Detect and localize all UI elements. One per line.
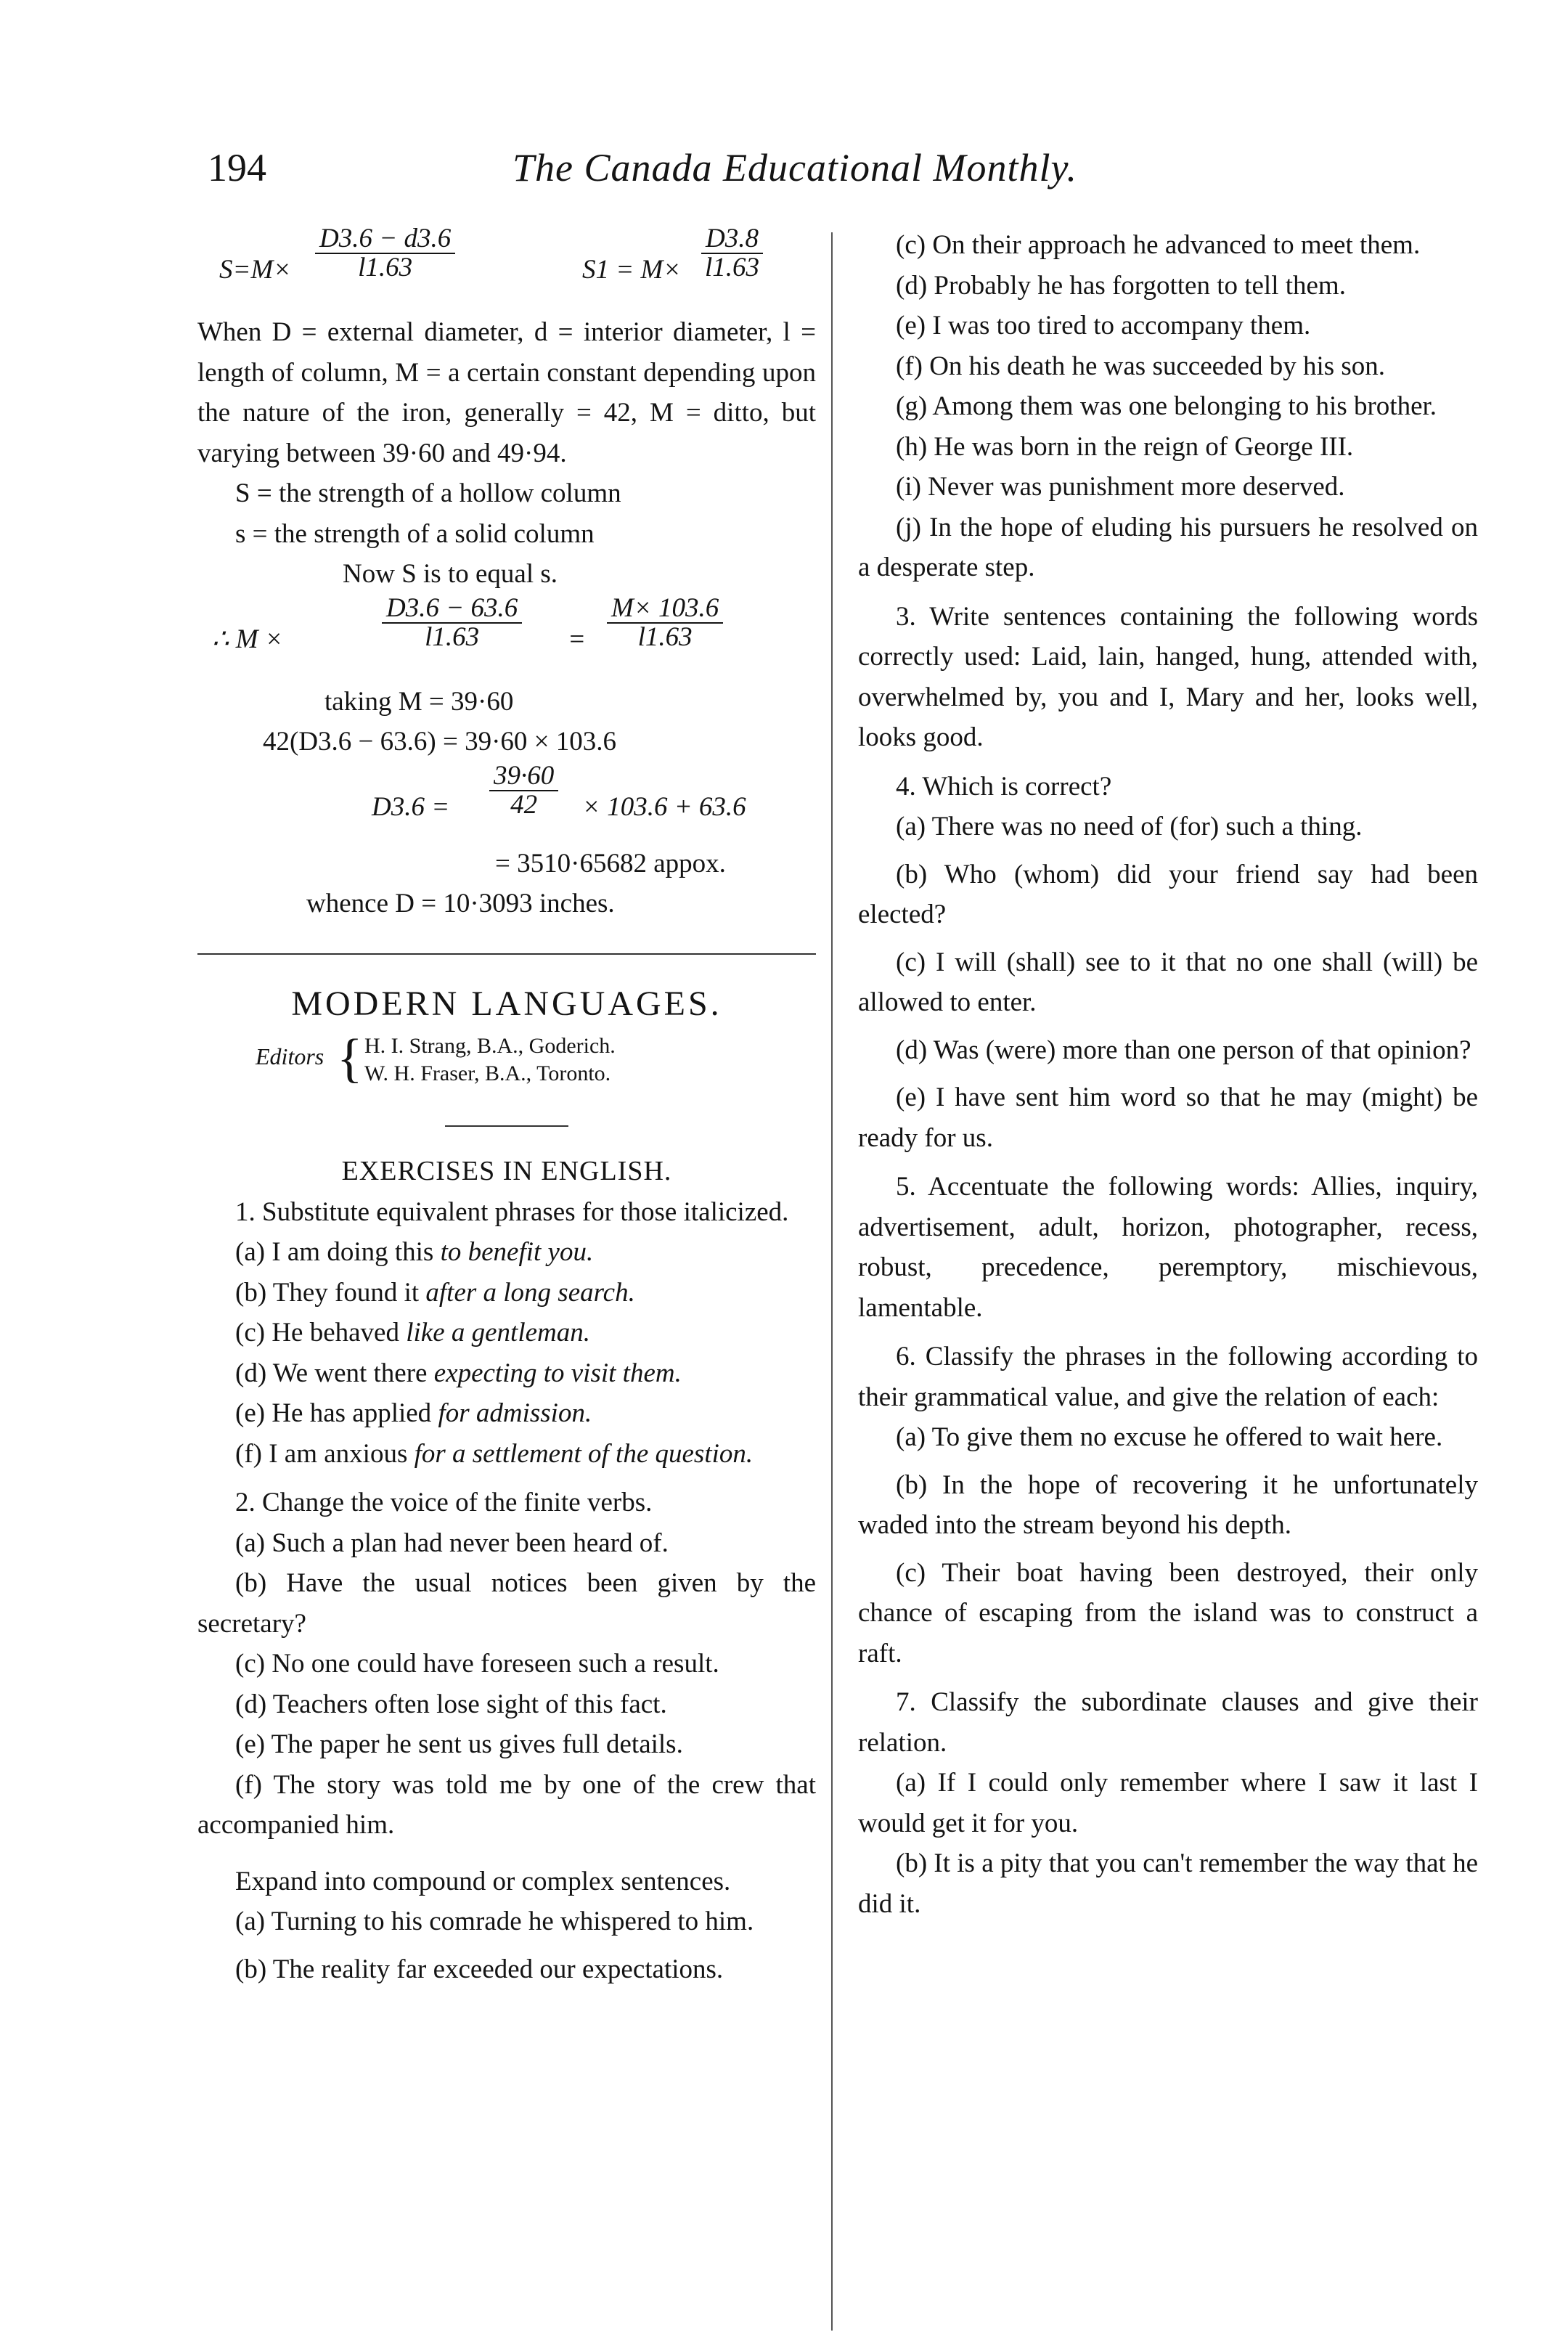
list-item: (b) Have the usual notices been given by the secretary? [197,1568,816,1639]
paragraph-definitions: When D = external diameter, d = interior diameter, l = length of column, M = a certain constant depending upon the nature of the iron, generally = 42, M = ditto, but varying between 39·60 and 49·94. [197,317,816,468]
formula-s1-numerator: D3.8 [701,225,763,254]
list-item: (e) I was too tired to accompany them. [896,311,1311,341]
formula-s-denominator: l1.63 [358,253,413,282]
question-1: 1. Substitute equivalent phrases for those italicized. [235,1196,789,1227]
list-item [197,1313,816,1353]
list-item [197,1273,816,1313]
page-number: 194 [208,146,266,189]
item-italic-text: to benefit you. [440,1237,594,1267]
item-text: (b) They found it [235,1277,426,1308]
question-5: 5. Accentuate the following words: Allies, inquiry, advertisement, adult, horizon, photographer, recess, robust, precedence, peremptory, mischievous, lamentable. [858,1172,1478,1323]
list-item: (d) Probably he has forgotten to tell them. [896,270,1346,301]
calc-taking: taking M = 39·60 [324,686,514,717]
expand-items [197,1901,816,1989]
eq-d-lhs: D3.6 = [372,791,450,822]
formula-s1-denominator: l1.63 [704,253,759,282]
section-title: MODERN LANGUAGES. [291,984,722,1023]
eq-denominator-2: l1.63 [637,621,693,652]
item-text: (c) He behaved [235,1318,407,1348]
item-italic-text: expecting to visit them. [433,1358,682,1388]
list-item: (f) The story was told me by one of the crew that accompanied him. [197,1769,816,1840]
line-solid-strength: s = the strength of a solid column [235,518,595,549]
journal-title: The Canada Educational Monthly. [513,146,1077,189]
list-item: (b) The reality far exceeded our expectations. [235,1954,724,1984]
formula-s1-lhs: S1 = M× [582,255,682,285]
item-italic-text: like a gentleman. [406,1318,591,1348]
question-1-items [197,1232,816,1474]
formula-s-numerator: D3.6 − d3.6 [315,225,455,254]
eq-numerator-1: D3.6 − 63.6 [382,595,522,624]
eq-d-denominator: 42 [510,789,538,820]
page-header [208,145,1485,203]
formula-s-lhs: S=M× [219,255,292,285]
question-3: 3. Write sentences containing the following words correctly used: Laid, lain, hanged, hung, attended with, overwhelmed by, you and I, Mary and her, looks well, looks good. [858,601,1478,752]
expand-instruction: Expand into compound or complex sentences. [235,1866,731,1896]
item-italic-text: for a settlement of the question. [414,1438,754,1469]
list-item [197,1434,816,1475]
list-item: (c) No one could have foreseen such a result. [235,1649,719,1679]
question-4-items [858,807,1478,1158]
right-column [858,225,1478,1924]
item-italic-text: after a long search. [425,1277,635,1308]
eq-d-numerator: 39·60 [489,762,558,791]
list-item: (c) I will (shall) see to it that no one shall (will) be allowed to enter. [858,947,1478,1017]
editor-1: H. I. Strang, B.A., Goderich. [364,1034,616,1058]
list-item [197,1393,816,1434]
list-item: (b) Who (whom) did your friend say had been elected? [858,859,1478,929]
eq-fraction-2 [607,592,723,652]
question-2-items [197,1523,816,1846]
exercises-title: EXERCISES IN ENGLISH. [341,1156,672,1186]
formula-s-fraction [315,225,455,282]
line-hollow-strength: S = the strength of a hollow column [235,478,621,508]
question-7: 7. Classify the subordinate clauses and give their relation. [858,1687,1478,1758]
calc-whence: whence D = 10·3093 inches. [306,889,615,918]
line-now: Now S is to equal s. [343,559,558,589]
item-text: (a) I am doing this [235,1237,441,1267]
question-4: 4. Which is correct? [896,771,1112,802]
column-divider [831,232,833,2331]
question-6: 6. Classify the phrases in the following according to their grammatical value, and give the relation of each: [858,1342,1478,1412]
section-rule [197,953,816,955]
eq-fraction-1 [382,592,522,652]
item-text: (d) We went there [235,1358,434,1388]
list-item: (b) In the hope of recovering it he unfortunately waded into the stream beyond his depth. [858,1469,1478,1540]
list-item: (j) In the hope of eluding his pursuers he resolved on a desperate step. [858,512,1478,582]
list-item: (f) On his death he was succeeded by his son. [896,351,1386,381]
question-7-items [858,1763,1478,1924]
item-text: (e) He has applied [235,1398,438,1428]
list-item: (i) Never was punishment more deserved. [896,472,1345,502]
list-item [197,1353,816,1394]
continued-items [858,225,1478,588]
equation-solve-d [197,762,816,835]
list-item: (g) Among them was one belonging to his brother. [896,391,1437,421]
list-item: (a) There was no need of (for) such a thing. [896,812,1363,841]
strength-formulas [197,225,816,303]
list-item: (h) He was born in the reign of George III. [896,431,1354,462]
editor-2: W. H. Fraser, B.A., Toronto. [364,1061,611,1085]
list-item: (d) Teachers often lose sight of this fact. [235,1689,667,1719]
item-italic-text: for admission. [438,1398,592,1428]
calc-equation-42: 42(D3.6 − 63.6) = 39·60 × 103.6 [263,727,617,757]
list-item: (c) Their boat having been destroyed, their only chance of escaping from the island was to construct a raft. [858,1557,1478,1668]
list-item: (a) If I could only remember where I saw it last I would get it for you. [858,1768,1478,1838]
list-item: (e) The paper he sent us gives full details. [235,1729,683,1759]
eq-numerator-2: M× 103.6 [607,595,723,624]
list-item: (a) To give them no excuse he offered to wait here. [896,1422,1443,1452]
list-item: (d) Was (were) more than one person of that opinion? [896,1035,1471,1065]
question-6-items [858,1417,1478,1673]
list-item [197,1232,816,1273]
list-item: (b) It is a pity that you can't remember the way that he did it. [858,1848,1478,1919]
list-item: (c) On their approach he advanced to meet them. [896,230,1421,260]
left-column [197,225,816,1989]
eq-denominator-1: l1.63 [425,621,480,652]
editors-names [364,1032,616,1088]
editors-block [197,1030,816,1109]
short-rule [445,1125,568,1127]
brace-glyph: { [337,1029,363,1088]
eq-d-rhs: × 103.6 + 63.6 [582,791,746,822]
calc-approx: = 3510·65682 appox. [495,848,726,878]
formula-s1-fraction [701,225,763,282]
list-item: (e) I have sent him word so that he may (might) be ready for us. [858,1083,1478,1153]
list-item: (a) Such a plan had never been heard of. [235,1528,669,1558]
item-text: (f) I am anxious [235,1438,415,1469]
eq-therefore: ∴ M × [212,624,283,654]
question-2: 2. Change the voice of the finite verbs. [235,1488,653,1517]
editors-label: Editors [256,1043,324,1069]
eq-d-fraction [489,762,558,819]
list-item: (a) Turning to his comrade he whispered to him. [235,1907,754,1936]
equation-equality [197,592,816,667]
eq-equals: = [568,624,586,654]
